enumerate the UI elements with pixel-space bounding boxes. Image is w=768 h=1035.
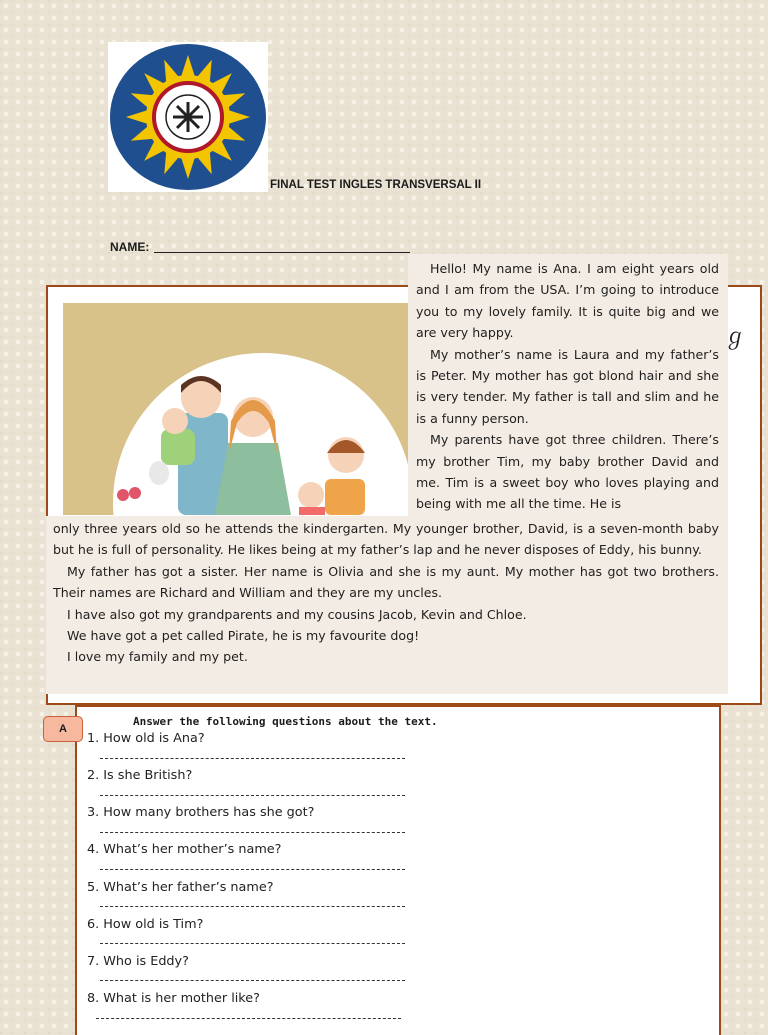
answer-line[interactable] [100,832,405,833]
story-paragraph: My mother’s name is Laura and my father’s is Peter. My mother has got blond hair and she is very tender. My father is tall and slim and he is a funny person. [416,346,719,426]
university-seal-icon [108,42,268,192]
story-paragraph: We have got a pet called Pirate, he is my favourite dog! [67,628,420,644]
story-paragraph: My father has got a sister. Her name is Olivia and she is my aunt. My mother has got two brothers. Their names are Richard and William and they are my uncles. [53,563,719,601]
question: 6. How old is Tim? [87,917,204,932]
question: 4. What’s her mother’s name? [87,842,282,857]
university-logo [108,42,268,192]
question: 7. Who is Eddy? [87,954,189,969]
section-tab: A [43,716,83,742]
answer-line[interactable] [100,758,405,759]
name-label: NAME: [110,240,150,254]
story-paragraph: I love my family and my pet. [67,649,248,665]
story-text-top [416,258,719,515]
page-title: FINAL TEST INGLES TRANSVERSAL II [270,179,482,191]
question: 3. How many brothers has she got? [87,805,315,820]
questions-instruction: Answer the following questions about the text. [133,715,438,728]
question: 2. Is she British? [87,768,193,783]
answer-line[interactable] [100,795,405,796]
answer-line[interactable] [100,980,405,981]
story-paragraph: My parents have got three children. There’s my brother Tim, my baby brother David and me. Tim is a sweet boy who loves playing and being with me all the time. He is [416,432,719,512]
answer-line[interactable] [100,943,405,944]
question: 8. What is her mother like? [87,991,260,1006]
name-field[interactable] [154,252,410,253]
answer-line[interactable] [100,869,405,870]
question: 1. How old is Ana? [87,731,205,746]
story-paragraph: I have also got my grandparents and my cousins Jacob, Kevin and Chloe. [67,606,527,622]
questions-box [75,705,721,1035]
scribble-icon: ℊ [724,325,747,350]
answer-line[interactable] [96,1018,401,1019]
question: 5. What’s her father’s name? [87,880,274,895]
story-paragraph: Hello! My name is Ana. I am eight years old and I am from the USA. I’m going to introduce you to my lovely family. It is quite big and we are very happy. [416,261,719,341]
family-illustration [63,303,409,515]
story-text-bottom [53,518,719,668]
answer-line[interactable] [100,906,405,907]
family-image-icon [63,303,409,515]
story-paragraph: only three years old so he attends the kindergarten. My younger brother, David, is a seven-month baby but he is full of personality. He likes being at my father’s lap and he never disposes of Eddy, his bunny. [53,521,719,558]
